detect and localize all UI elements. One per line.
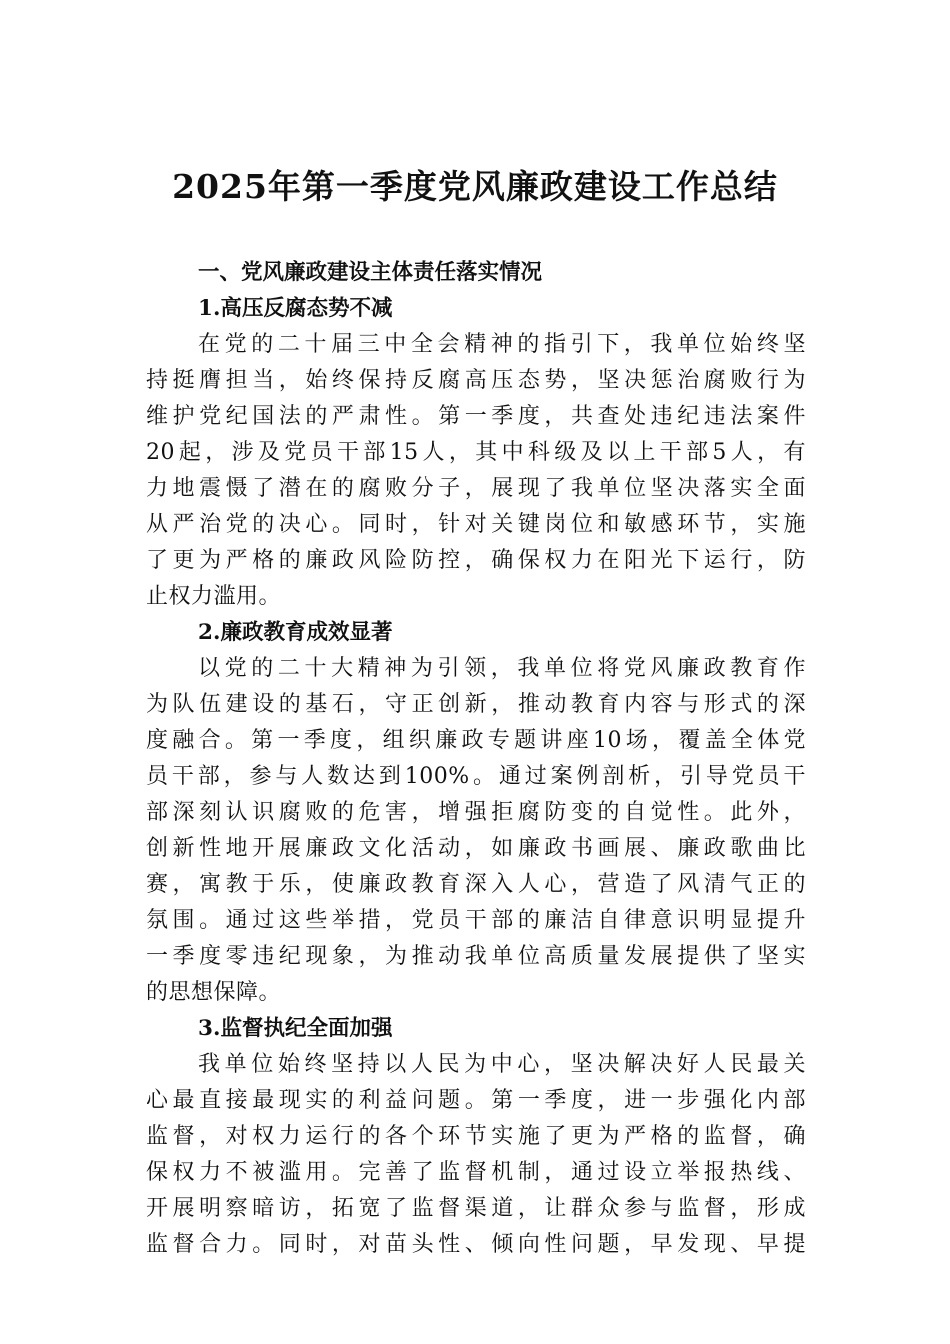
paragraph-line: 创新性地开展廉政文化活动，如廉政书画展、廉政歌曲比 xyxy=(146,836,806,861)
paragraph-1 xyxy=(146,327,806,615)
paragraph-line: 从严治党的决心。同时，针对关键岗位和敏感环节，实施 xyxy=(146,512,806,537)
subsection-heading-3: 3.监督执纪全面加强 xyxy=(198,1016,393,1041)
paragraph-line: 开展明察暗访，拓宽了监督渠道，让群众参与监督，形成 xyxy=(146,1196,806,1221)
paragraph-line: 监督合力。同时，对苗头性、倾向性问题，早发现、早提 xyxy=(146,1232,806,1257)
paragraph-line: 部深刻认识腐败的危害，增强拒腐防变的自觉性。此外， xyxy=(146,800,806,825)
paragraph-line: 赛，寓教于乐，使廉政教育深入人心，营造了风清气正的 xyxy=(146,872,806,897)
paragraph-line: 力地震慑了潜在的腐败分子，展现了我单位坚决落实全面 xyxy=(146,476,806,501)
paragraph-line: 以党的二十大精神为引领，我单位将党风廉政教育作 xyxy=(198,656,806,681)
paragraph-line: 为队伍建设的基石，守正创新，推动教育内容与形式的深 xyxy=(146,692,806,717)
paragraph-line: 员干部，参与人数达到100%。通过案例剖析，引导党员干 xyxy=(146,764,806,789)
paragraph-line: 监督，对权力运行的各个环节实施了更为严格的监督，确 xyxy=(146,1124,806,1149)
paragraph-line: 保权力不被滥用。完善了监督机制，通过设立举报热线、 xyxy=(146,1160,806,1185)
paragraph-3 xyxy=(146,1047,806,1263)
paragraph-line: 20起，涉及党员干部15人，其中科级及以上干部5人，有 xyxy=(146,440,806,465)
paragraph-line: 我单位始终坚持以人民为中心，坚决解决好人民最关 xyxy=(198,1052,806,1077)
subsection-heading-1: 1.高压反腐态势不减 xyxy=(198,296,393,321)
document-title: 2025年第一季度党风廉政建设工作总结 xyxy=(172,167,778,206)
paragraph-line: 止权力滥用。 xyxy=(146,584,282,609)
subsection-heading-2: 2.廉政教育成效显著 xyxy=(198,620,393,645)
section-heading-1: 一、党风廉政建设主体责任落实情况 xyxy=(198,260,543,285)
document-body xyxy=(146,255,806,1263)
paragraph-line: 度融合。第一季度，组织廉政专题讲座10场，覆盖全体党 xyxy=(146,728,806,753)
paragraph-2 xyxy=(146,651,806,1011)
paragraph-line: 氛围。通过这些举措，党员干部的廉洁自律意识明显提升 xyxy=(146,908,806,933)
paragraph-line: 了更为严格的廉政风险防控，确保权力在阳光下运行，防 xyxy=(146,548,806,573)
paragraph-line: 的思想保障。 xyxy=(146,980,282,1005)
paragraph-line: 维护党纪国法的严肃性。第一季度，共查处违纪违法案件 xyxy=(146,404,806,429)
paragraph-line: 心最直接最现实的利益问题。第一季度，进一步强化内部 xyxy=(146,1088,806,1113)
paragraph-line: 在党的二十届三中全会精神的指引下，我单位始终坚 xyxy=(198,332,806,357)
paragraph-line: 持挺膺担当，始终保持反腐高压态势，坚决惩治腐败行为 xyxy=(146,368,806,393)
paragraph-line: 一季度零违纪现象，为推动我单位高质量发展提供了坚实 xyxy=(146,944,806,969)
